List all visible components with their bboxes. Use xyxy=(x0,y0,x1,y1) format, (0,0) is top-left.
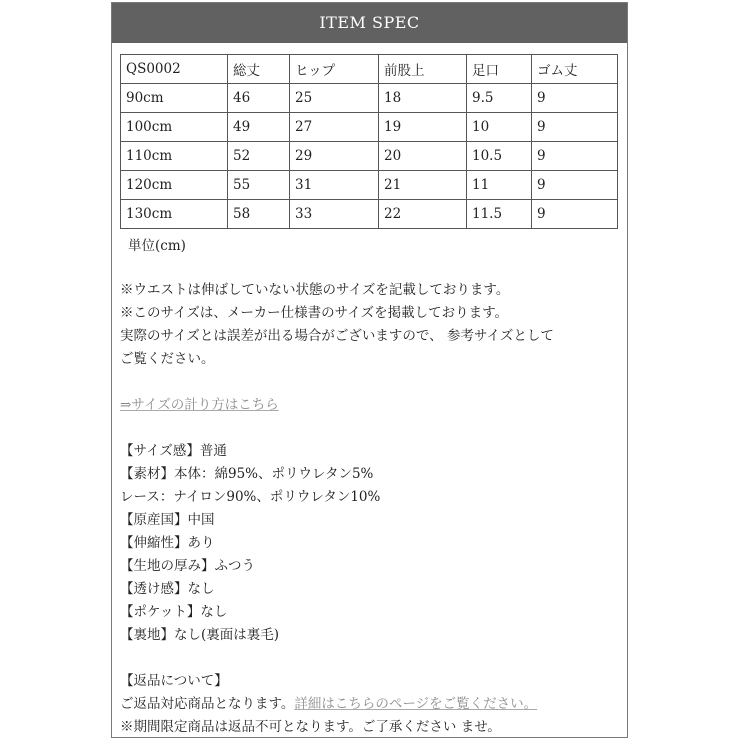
table-cell: 9 xyxy=(532,142,618,171)
description-body xyxy=(120,279,554,739)
item-spec-header: ITEM SPEC xyxy=(112,3,627,43)
table-cell: 22 xyxy=(379,200,467,229)
size-table xyxy=(120,54,618,229)
table-header-cell: 総丈 xyxy=(228,55,290,84)
table-cell: 52 xyxy=(228,142,290,171)
table-cell: 19 xyxy=(379,113,467,142)
size-measure-link[interactable]: ⇒サイズの計り方はこちら xyxy=(120,397,279,413)
unit-label: 単位(cm) xyxy=(128,238,186,254)
table-cell: 33 xyxy=(290,200,379,229)
returns-heading: 【返品について】 xyxy=(120,673,228,689)
returns-details-link[interactable]: 詳細はこちらのページをご覧ください。 xyxy=(294,696,538,712)
table-cell: 9 xyxy=(532,113,618,142)
table-cell: 130cm xyxy=(121,200,228,229)
table-cell: 25 xyxy=(290,84,379,113)
table-header-cell: QS0002 xyxy=(121,55,228,84)
table-cell: 100cm xyxy=(121,113,228,142)
table-header-row xyxy=(121,55,618,84)
table-cell: 10 xyxy=(467,113,532,142)
size-note: ご覧ください。 xyxy=(120,351,215,367)
table-row xyxy=(121,84,618,113)
spec-line: 【伸縮性】あり xyxy=(120,535,215,551)
table-header-cell: ゴム丈 xyxy=(532,55,618,84)
table-cell: 9 xyxy=(532,171,618,200)
table-cell: 9 xyxy=(532,200,618,229)
table-header-cell: ヒップ xyxy=(290,55,379,84)
size-note: ※ウエストは伸ばしていない状態のサイズを記載しております。 xyxy=(120,282,510,298)
spec-line: 【ポケット】なし xyxy=(120,604,228,620)
table-cell: 27 xyxy=(290,113,379,142)
table-header-cell: 前股上 xyxy=(379,55,467,84)
size-note: ※このサイズは、メーカー仕様書のサイズを掲載しております。 xyxy=(120,305,508,321)
spec-line: 【素材】本体：綿95%、ポリウレタン5% xyxy=(120,466,374,482)
table-cell: 46 xyxy=(228,84,290,113)
spec-line: 【裏地】なし(裏面は裏毛) xyxy=(120,627,280,643)
size-note: 実際のサイズとは誤差が出る場合がございますので、 参考サイズとして xyxy=(120,328,554,344)
spec-line: 【原産国】中国 xyxy=(120,512,215,528)
table-cell: 18 xyxy=(379,84,467,113)
table-header-cell: 足口 xyxy=(467,55,532,84)
table-cell: 31 xyxy=(290,171,379,200)
table-cell: 10.5 xyxy=(467,142,532,171)
table-row xyxy=(121,113,618,142)
table-cell: 20 xyxy=(379,142,467,171)
table-row xyxy=(121,200,618,229)
table-cell: 11.5 xyxy=(467,200,532,229)
returns-note: ※期間限定商品は返品不可となります。ご了承ください ませ。 xyxy=(120,719,501,735)
table-row xyxy=(121,171,618,200)
spec-line: 【透け感】なし xyxy=(120,581,215,597)
table-cell: 110cm xyxy=(121,142,228,171)
table-cell: 55 xyxy=(228,171,290,200)
spec-line: レース：ナイロン90%、ポリウレタン10% xyxy=(120,489,381,505)
table-cell: 9 xyxy=(532,84,618,113)
table-cell: 90cm xyxy=(121,84,228,113)
spec-line: 【生地の厚み】ふつう xyxy=(120,558,255,574)
table-cell: 120cm xyxy=(121,171,228,200)
spec-line: 【サイズ感】普通 xyxy=(120,443,227,459)
item-spec-panel xyxy=(111,2,628,738)
table-cell: 11 xyxy=(467,171,532,200)
returns-text: ご返品対応商品となります。 xyxy=(120,696,295,712)
table-cell: 9.5 xyxy=(467,84,532,113)
table-row xyxy=(121,142,618,171)
table-cell: 21 xyxy=(379,171,467,200)
table-cell: 49 xyxy=(228,113,290,142)
table-cell: 29 xyxy=(290,142,379,171)
returns-line xyxy=(120,693,554,716)
table-cell: 58 xyxy=(228,200,290,229)
